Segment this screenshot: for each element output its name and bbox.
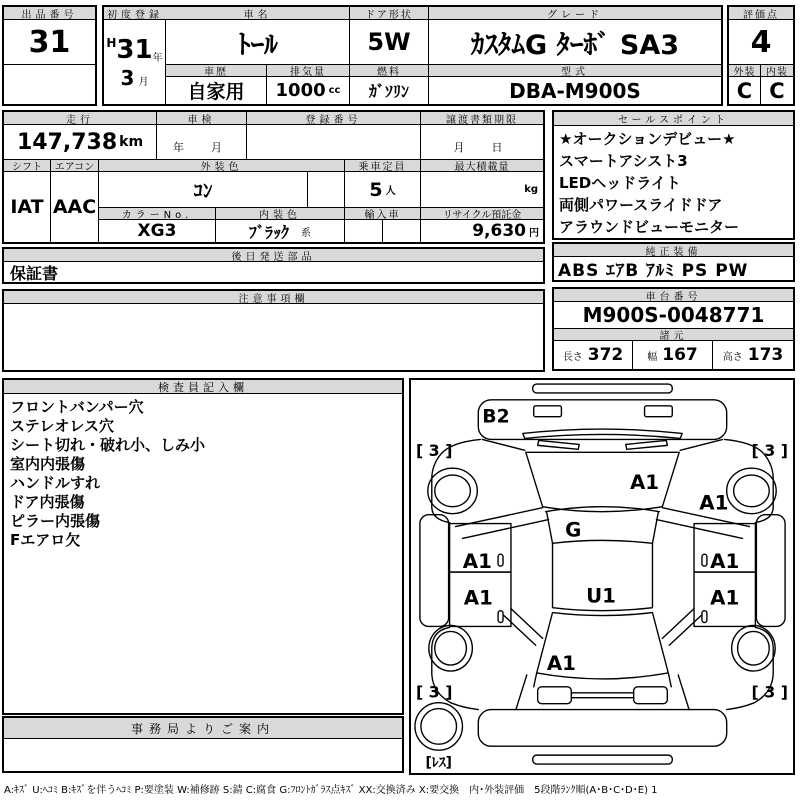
shaken-label: 車検 xyxy=(157,112,247,125)
front-grille-right xyxy=(645,406,673,417)
import-value-left xyxy=(345,220,383,242)
later-parts-label: 後日発送部品 xyxy=(4,249,543,262)
score-value: 4 xyxy=(750,24,772,60)
office-label: 事務局よりご案内 xyxy=(4,718,402,739)
notes-box xyxy=(2,289,545,372)
shift-label: シフト xyxy=(4,159,51,172)
lot-box xyxy=(2,5,97,106)
displacement-value xyxy=(267,77,350,104)
rocker-left xyxy=(420,515,449,627)
import-label: 輸入車 xyxy=(345,207,421,220)
lot-value: 31 xyxy=(28,24,71,60)
lot-label: 出品番号 xyxy=(4,7,95,20)
label-cowl: G xyxy=(565,518,582,542)
dims-length xyxy=(554,341,633,369)
later-parts-box xyxy=(2,247,545,284)
damage-labels xyxy=(416,407,788,771)
office-value xyxy=(4,739,402,771)
front-garnish xyxy=(533,384,673,393)
transfer-label: 譲渡書類期限 xyxy=(421,112,543,125)
label-door-rl: A1 xyxy=(463,586,493,610)
mileage-unit: km xyxy=(119,134,144,150)
capacity-unit: 人 xyxy=(385,186,396,197)
rear-garnish xyxy=(533,755,673,764)
mileage-label: 走行 xyxy=(4,112,157,125)
fuel-label: 燃料 xyxy=(350,64,429,77)
tail-light-right xyxy=(634,687,668,704)
oem-equipment-label: 純正装備 xyxy=(554,244,793,257)
int-color-value xyxy=(216,220,345,242)
dims-length-label: 長さ xyxy=(562,351,583,363)
door-handle xyxy=(498,611,503,623)
notes-value xyxy=(4,304,543,370)
displacement-num: 1000 xyxy=(275,80,326,101)
ext-color-value: ｺﾝ xyxy=(99,172,308,207)
recycle-label: リサイクル預託金 xyxy=(421,207,543,220)
vin-label: 車台番号 xyxy=(554,289,793,302)
int-color-label: 内装色 xyxy=(216,207,345,220)
recycle-unit: 円 xyxy=(529,227,539,239)
label-tire-fr: [ 3 ] xyxy=(751,441,789,461)
inspector-line: ピラー内張傷 xyxy=(10,512,101,530)
label-roof: U1 xyxy=(586,584,616,608)
dims-height xyxy=(713,341,793,369)
first-reg-era: H xyxy=(106,36,117,50)
label-tire-rr: [ 3 ] xyxy=(751,682,789,702)
door-value: 5W xyxy=(350,20,429,64)
usage-table xyxy=(2,110,545,244)
mileage-value xyxy=(4,125,157,159)
aircon-value: AAC xyxy=(51,172,99,242)
displacement-unit: cc xyxy=(328,85,341,96)
ext-color-sub-cell xyxy=(308,172,345,207)
max-load-unit: kg xyxy=(524,184,538,195)
dims-label: 諸元 xyxy=(554,328,793,341)
recycle-num: 9,630 xyxy=(472,221,526,241)
capacity-label: 乗車定員 xyxy=(345,159,421,172)
inspector-line: 室内内張傷 xyxy=(10,455,86,473)
history-label: 車歴 xyxy=(166,64,267,77)
label-tire-rl: [ 3 ] xyxy=(415,682,453,702)
aircon-label: エアコン xyxy=(51,159,99,172)
inspector-line: ステレオレス穴 xyxy=(10,417,114,435)
label-door-fl: A1 xyxy=(462,550,492,574)
rocker-right xyxy=(756,515,785,627)
sales-point-line: 両側パワースライドドア xyxy=(559,195,723,214)
vehicle-head-table xyxy=(102,5,723,106)
history-value: 自家用 xyxy=(166,77,267,104)
front-grille-left xyxy=(534,406,562,417)
transfer-value: 月 日 xyxy=(453,141,511,154)
first-reg-label: 初度登録 xyxy=(104,7,166,20)
model-code-value: DBA-M900S xyxy=(509,78,641,103)
sales-points-list xyxy=(554,127,793,237)
interior-label: 内装 xyxy=(761,64,793,77)
dims-width-value: 167 xyxy=(662,345,698,365)
sales-point-line: スマートアシスト3 xyxy=(559,151,688,170)
vin-value: M900S-0048771 xyxy=(582,303,765,327)
inspector-line: ハンドルすれ xyxy=(10,474,101,492)
sales-point-line: アラウンドビューモニター xyxy=(559,217,740,236)
front-bumper xyxy=(478,400,726,440)
max-load-label: 最大積載量 xyxy=(421,159,543,172)
inspector-box xyxy=(2,378,404,715)
sales-point-line: LEDヘッドライト xyxy=(559,173,681,192)
reg-no-value xyxy=(247,125,421,159)
model-code-label: 型式 xyxy=(429,64,721,77)
first-reg-year-num: 31 xyxy=(116,35,153,65)
inspector-list xyxy=(4,397,402,549)
displacement-label: 排気量 xyxy=(267,64,350,77)
car-name-value: ﾄｰﾙ xyxy=(166,20,350,64)
sales-points-label: セールスポイント xyxy=(554,112,793,126)
inspector-line: Fエアロ欠 xyxy=(10,531,81,549)
int-color-suffix: 系 xyxy=(301,227,311,239)
inspector-line: ドア内張傷 xyxy=(10,493,85,511)
office-box xyxy=(2,716,404,773)
score-label: 評価点 xyxy=(729,7,793,20)
sales-points-box xyxy=(552,110,795,240)
door-handle xyxy=(702,554,707,566)
exterior-value: C xyxy=(729,77,761,104)
dims-height-value: 173 xyxy=(747,345,784,365)
interior-value: C xyxy=(769,78,785,103)
oem-equipment-box xyxy=(552,242,795,282)
first-reg-month xyxy=(121,68,149,88)
notes-label: 注意事項欄 xyxy=(4,291,543,304)
first-reg-year-unit: 年 xyxy=(152,53,163,64)
shaken-value: 年 月 xyxy=(157,125,247,159)
reg-no-label: 登録番号 xyxy=(247,112,421,125)
lot-empty-cell xyxy=(4,64,95,104)
ext-color-label: 外装色 xyxy=(99,159,345,172)
dims-height-label: 高さ xyxy=(722,351,743,363)
recycle-value xyxy=(421,220,543,242)
inspector-label: 検査員記入欄 xyxy=(4,380,402,394)
spare-tire xyxy=(415,703,463,751)
mileage-num: 147,738 xyxy=(16,129,118,155)
car-body-outline xyxy=(415,384,785,764)
color-no-value: XG3 xyxy=(99,220,216,242)
first-reg-year xyxy=(106,36,162,64)
shift-value: IAT xyxy=(4,172,51,242)
rear-bumper xyxy=(478,710,726,747)
fuel-value: ｶﾞｿﾘﾝ xyxy=(350,77,429,104)
label-door-fr: A1 xyxy=(710,550,740,574)
first-reg-month-unit: 月 xyxy=(138,77,149,88)
capacity-value xyxy=(345,172,421,207)
inspector-line: フロントバンパー穴 xyxy=(10,398,144,416)
later-parts-value: 保証書 xyxy=(10,263,59,282)
inspector-line: シート切れ・破れ小、しみ小 xyxy=(10,436,206,454)
label-door-rr: A1 xyxy=(710,586,740,610)
tail-light-left xyxy=(538,687,572,704)
capacity-num: 5 xyxy=(369,178,383,201)
label-spare: [ﾚｽ] xyxy=(425,755,452,772)
import-value-right xyxy=(383,220,421,242)
label-rear-gate: A1 xyxy=(546,652,576,676)
score-box xyxy=(727,5,795,106)
door-handle xyxy=(702,611,707,623)
dims-width-label: 幅 xyxy=(647,351,658,363)
first-reg-value xyxy=(104,20,166,104)
label-front-bumper: B2 xyxy=(482,406,510,428)
legend-text: A:ｷｽﾞ U:ﾍｺﾐ B:ｷｽﾞを伴うﾍｺﾐ P:要塗装 W:補修跡 S:錆 C:腐食 G:ﾌﾛﾝﾄｶﾞﾗｽ点ｷｽﾞ XX:交換済み X:要交換 内･外装評価 5段階ﾗﾝｸ順(A･B･C･D･E) 1 xyxy=(4,785,658,796)
dims-length-value: 372 xyxy=(587,345,624,365)
int-color-name: ﾌﾞﾗｯｸ xyxy=(248,222,289,242)
grade-label: グレード xyxy=(429,7,721,20)
door-handle xyxy=(498,554,503,566)
door-label: ドア形状 xyxy=(350,7,429,20)
grade-value: ｶｽﾀﾑG ﾀｰﾎﾞ SA3 xyxy=(470,29,680,61)
max-load-value xyxy=(421,172,543,207)
car-diagram xyxy=(411,380,793,773)
color-no-label: カラーNo. xyxy=(99,207,216,220)
first-reg-month-num: 3 xyxy=(120,66,135,90)
oem-equipment-value: ABS ｴｱB ｱﾙﾐ PS PW xyxy=(558,261,749,280)
label-windshield: A1 xyxy=(630,470,660,494)
label-fender-fr: A1 xyxy=(699,491,729,515)
car-name-label: 車名 xyxy=(166,7,350,20)
sales-point-line: ★オークションデビュー★ xyxy=(559,129,736,148)
exterior-label: 外装 xyxy=(729,64,761,77)
damage-diagram-box xyxy=(409,378,795,775)
label-tire-fl: [ 3 ] xyxy=(415,441,453,461)
vin-dims-box xyxy=(552,287,795,371)
dims-width xyxy=(633,341,713,369)
